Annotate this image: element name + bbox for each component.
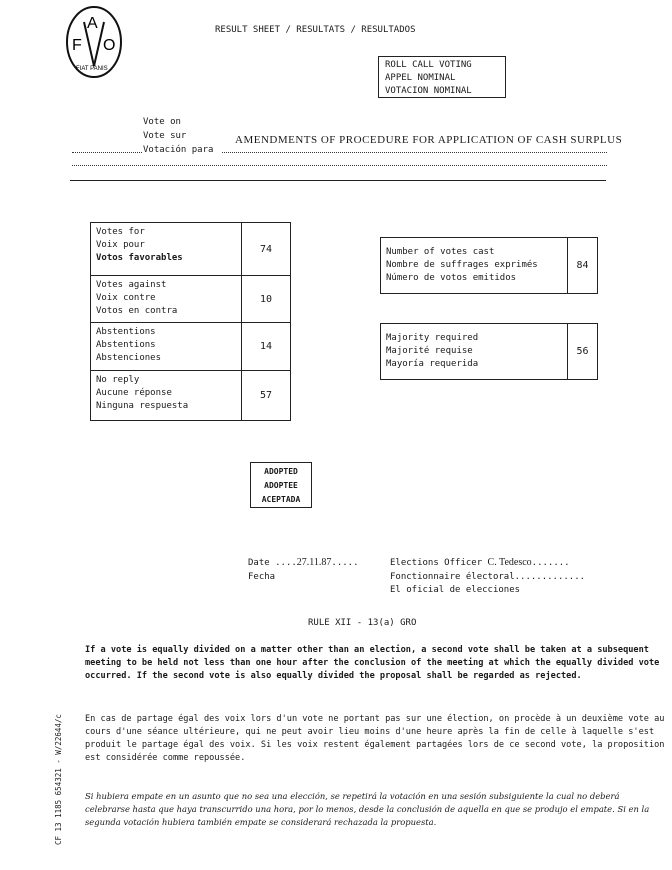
side-code: CF 13 1185 654321 - W/22644/c xyxy=(54,714,63,845)
majority-value: 56 xyxy=(568,324,598,380)
svg-text:FIAT PANIS: FIAT PANIS xyxy=(76,66,108,72)
abstentions-value: 14 xyxy=(242,323,291,371)
voting-type-es: VOTACION NOMINAL xyxy=(385,86,472,96)
date-block: Date ....27.11.87..... Fecha xyxy=(248,557,359,582)
table-row: No reply Aucune réponse Ninguna respuesta 57 xyxy=(91,371,291,421)
date-value: 27.11.87 xyxy=(296,557,332,568)
results-table xyxy=(90,222,291,421)
votes-cast-box: Number of votes cast Nombre de suffrages exprimés Número de votos emitidos 84 xyxy=(380,237,598,294)
voting-type-en: ROLL CALL VOTING xyxy=(385,60,472,70)
rule-text-es: Si hubiera empate en un asunto que no sea una elección, se repetirá la votación en una sesión subsiguiente la cual no deberá celebrarse hasta que haya transcurrido una hora, por lo menos, desde la conclusión de aquella en que se produjo el empate. Si en la segunda votación hubiera también empate se considerará rechazada la propuesta. xyxy=(85,791,650,827)
outcome-box: ADOPTED ADOPTEE ACEPTADA xyxy=(250,462,312,508)
voting-type-fr: APPEL NOMINAL xyxy=(385,73,456,83)
vote-on-label-es: Votación para xyxy=(143,145,214,155)
svg-text:A: A xyxy=(87,15,98,32)
rule-text-en: If a vote is equally divided on a matter other than an election, a second vote shall be taken at a subsequent meeting to be held not less than one hour after the conclusion of the meeting at which the equally divided vote occurred. If the second vote is also equally divided the proposal shall be regarded as rejected. xyxy=(85,645,660,681)
votes-against-value: 10 xyxy=(242,276,291,323)
votes-cast-value: 84 xyxy=(568,238,598,294)
svg-text:O: O xyxy=(103,37,116,54)
votes-for-value: 74 xyxy=(242,223,291,276)
majority-box: Majority required Majorité requise Mayoría requerida 56 xyxy=(380,323,598,380)
table-row: Votes against Voix contre Votos en contra 10 xyxy=(91,276,291,323)
officer-block: Elections Officer C. Tedesco....... Fonctionnaire électoral............. El oficial de elecciones xyxy=(390,557,586,595)
fao-logo xyxy=(64,4,124,82)
svg-text:F: F xyxy=(72,37,82,54)
table-row: Abstentions Abstentions Abstenciones 14 xyxy=(91,323,291,371)
table-row: Votes for Voix pour Votos favorables 74 xyxy=(91,223,291,276)
divider xyxy=(70,180,606,181)
vote-on-labels xyxy=(143,115,213,157)
vote-on-label-fr: Vote sur xyxy=(143,131,187,141)
voting-type-box xyxy=(378,56,506,98)
rule-text-fr: En cas de partage égal des voix lors d'un vote ne portant pas sur une élection, on procède à un deuxième vote au cours d'une séance ultérieure, qui ne peut avoir lieu moins d'une heure après la fin de celle à laquelle s'est produit le partage égal des voix. Si les voix restent également partagées lors de ce second vote, la proposition est considérée comme repoussée. xyxy=(85,714,665,763)
rule-title: RULE XII - 13(a) GRO xyxy=(308,618,417,628)
vote-subject: AMENDMENTS OF PROCEDURE FOR APPLICATION OF CASH SURPLUS xyxy=(235,134,623,146)
sheet-title: RESULT SHEET / RESULTATS / RESULTADOS xyxy=(215,25,416,35)
vote-on-label-en: Vote on xyxy=(143,117,181,127)
officer-name: C. Tedesco xyxy=(487,557,532,568)
no-reply-value: 57 xyxy=(242,371,291,421)
